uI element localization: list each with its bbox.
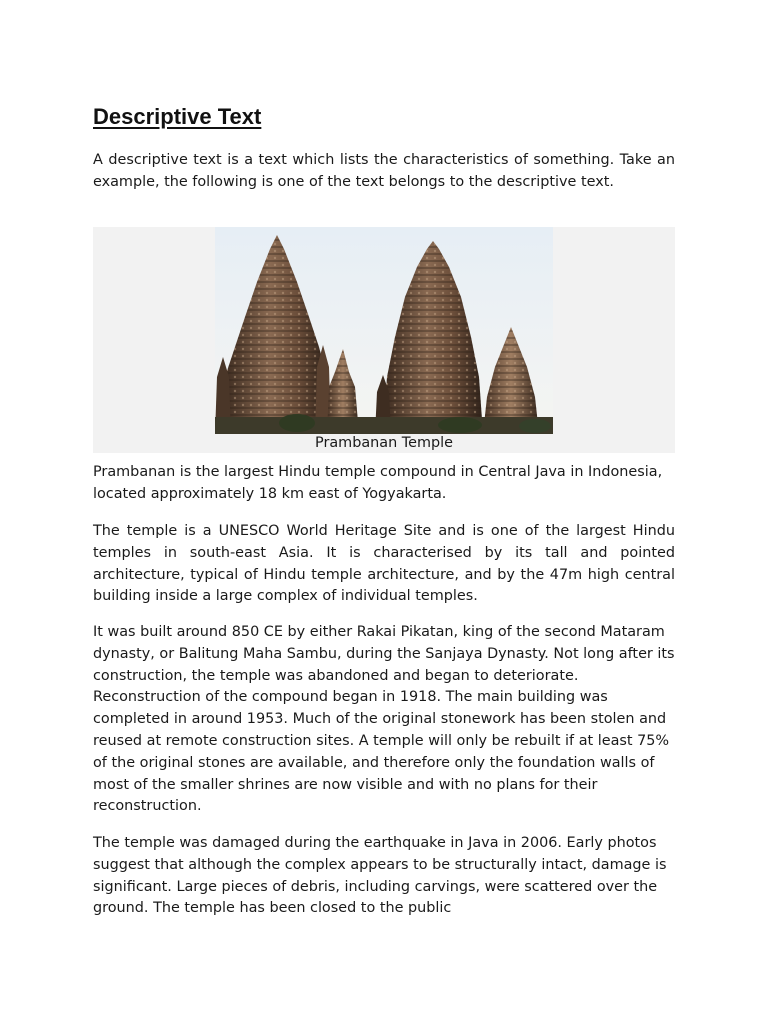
paragraph-unesco: The temple is a UNESCO World Heritage Site and is one of the largest Hindu temples in south-east Asia. It is characterised by its tall and pointed architecture, typical of Hindu temple architecture, and by the 47m high central building inside a large complex of individual temples. — [93, 523, 675, 605]
page-title: Descriptive Text — [93, 104, 262, 129]
paragraph-location: Prambanan is the largest Hindu temple compound in Central Java in Indonesia, located approximately 18 km east of Yogyakarta. — [93, 464, 663, 502]
temple-photo — [215, 227, 553, 434]
paragraph-earthquake: The temple was damaged during the earthquake in Java in 2006. Early photos suggest that although the complex appears to be structurally intact, damage is significant. Large pieces of debris, including carvings, were scattered over the ground. The temple has been closed to the public — [93, 835, 667, 917]
figure-caption: Prambanan Temple — [315, 435, 453, 451]
intro-paragraph: A descriptive text is a text which lists the characteristics of something. Take an example, the following is one of the text belongs to the descriptive text. — [93, 152, 675, 190]
paragraph-history: It was built around 850 CE by either Rakai Pikatan, king of the second Mataram dynasty, or Balitung Maha Sambu, during the Sanjaya Dynasty. Not long after its construction, the temple was abandoned and began to deteriorate. Reconstruction of the compound began in 1918. The main building was completed in around 1953. Much of the original stonework has been stolen and reused at remote construction sites. A temple will only be rebuilt if at least 75% of the original stones are available, and therefore only the foundation walls of most of the smaller shrines are now visible and with no plans for their reconstruction. — [93, 624, 675, 815]
figure — [93, 227, 675, 453]
